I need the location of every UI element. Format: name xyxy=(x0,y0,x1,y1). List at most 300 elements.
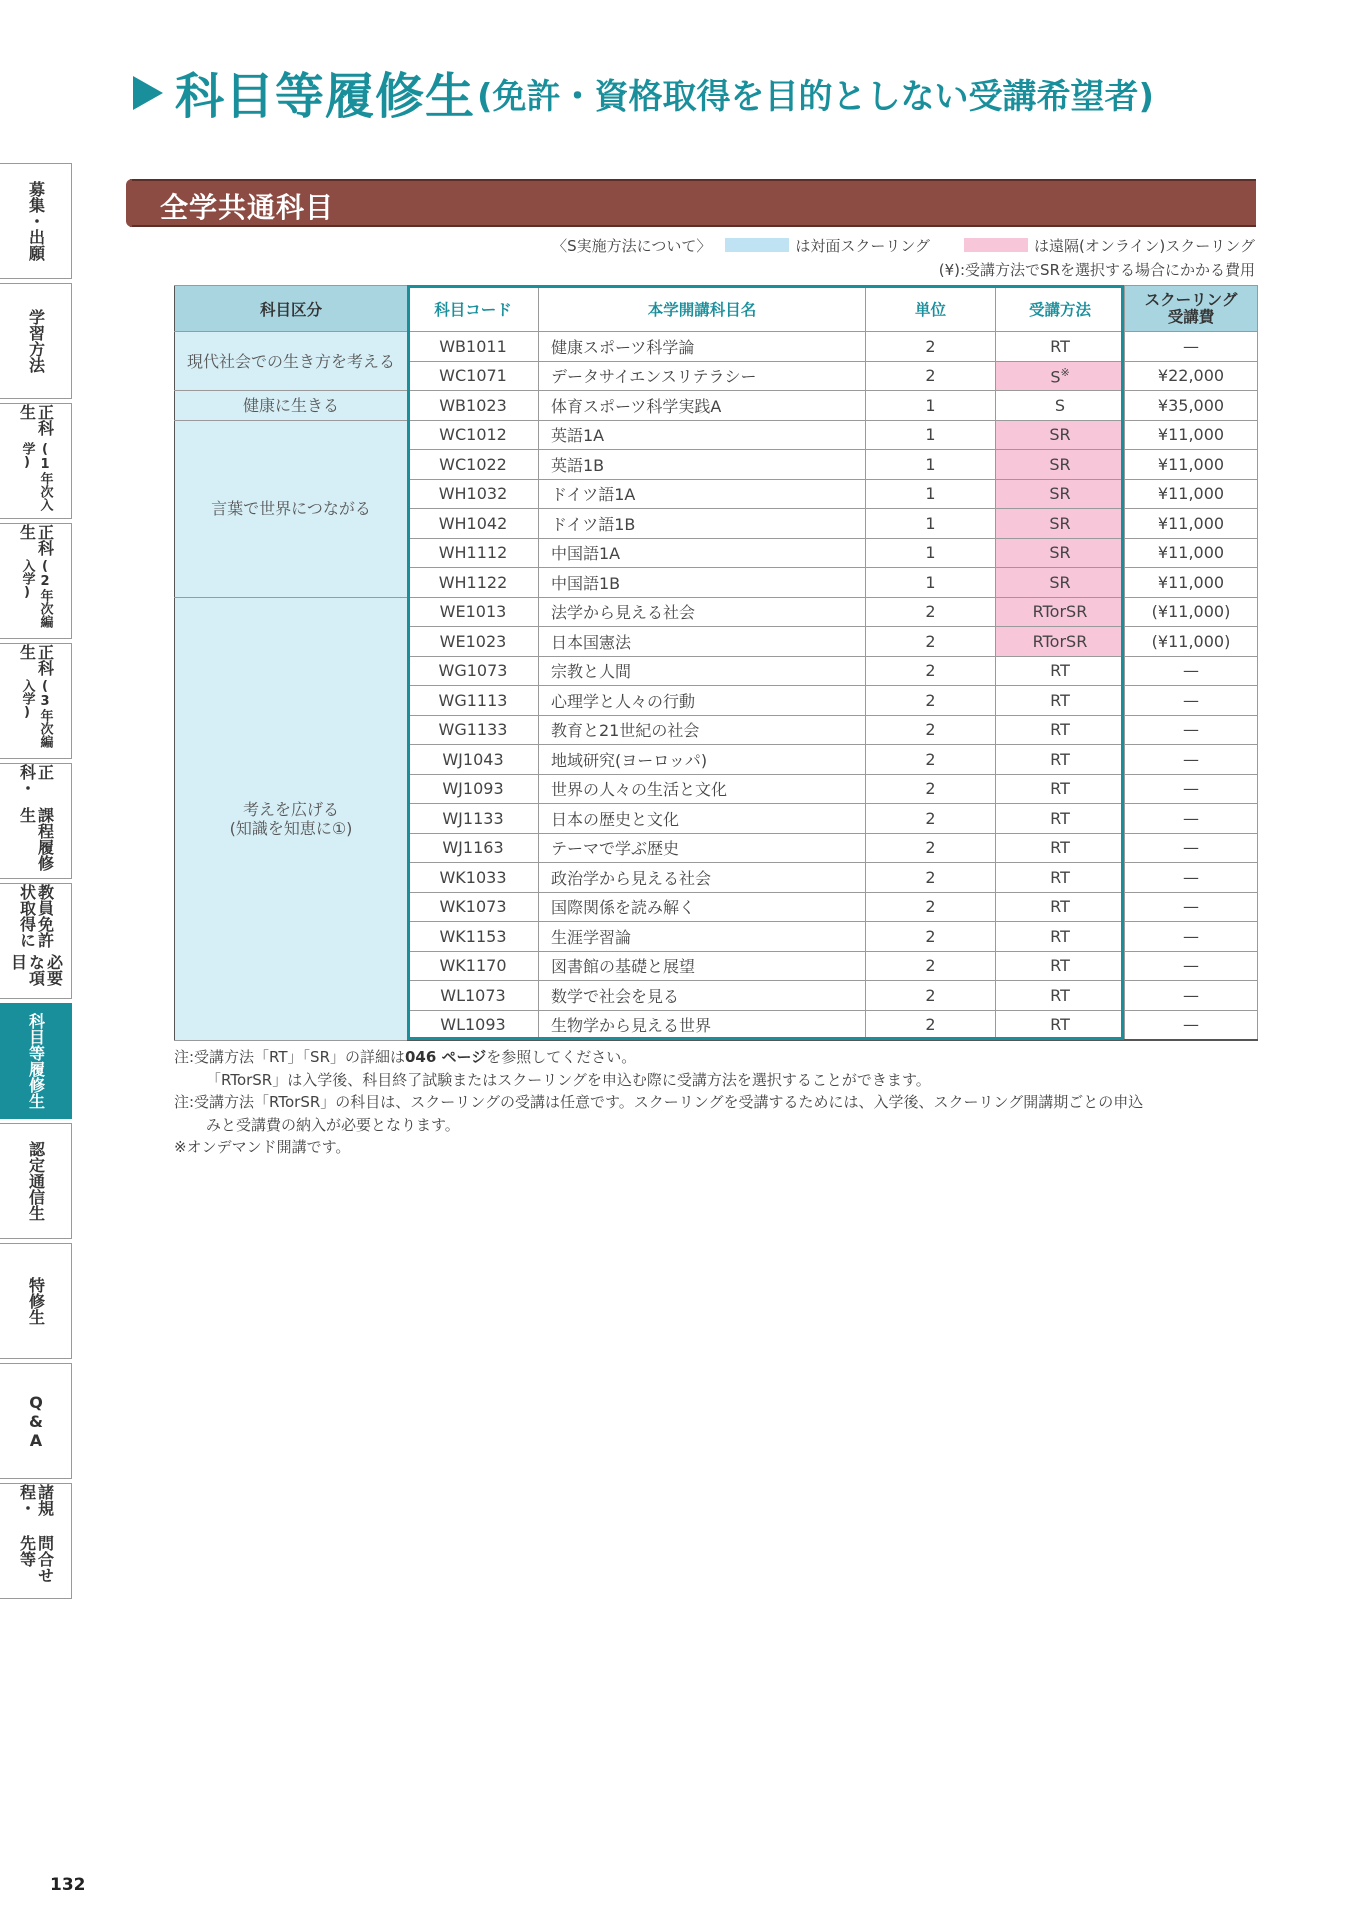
fee-cell-text: — xyxy=(1183,336,1199,356)
course-code-cell xyxy=(408,361,539,391)
units-cell-text: 2 xyxy=(925,897,936,917)
method-cell xyxy=(996,450,1125,480)
method-cell-text: RT xyxy=(1050,661,1070,681)
units-cell xyxy=(866,391,996,421)
side-tab[interactable] xyxy=(0,1363,72,1479)
side-tab[interactable] xyxy=(0,1483,72,1599)
units-cell xyxy=(866,833,996,863)
course-name-cell-text: 国際関係を読み解く xyxy=(551,898,696,918)
course-code-cell-text: WC1012 xyxy=(439,425,507,445)
fee-cell-text: — xyxy=(1183,661,1199,681)
course-code-cell xyxy=(408,981,539,1011)
units-cell xyxy=(866,715,996,745)
course-name-cell xyxy=(539,804,866,834)
side-tab-label: 募集・出願 xyxy=(26,181,46,261)
side-tab-nav xyxy=(0,163,73,1603)
units-cell-text: 2 xyxy=(925,720,936,740)
course-code-cell xyxy=(408,804,539,834)
table-row xyxy=(175,332,1258,362)
course-name-cell-text: 体育スポーツ科学実践A xyxy=(551,396,722,416)
course-name-cell-text: 中国語1B xyxy=(551,573,621,593)
units-cell-text: 2 xyxy=(925,956,936,976)
course-code-cell xyxy=(408,951,539,981)
course-name-cell xyxy=(539,774,866,804)
course-code-cell xyxy=(408,420,539,450)
fee-cell-text: — xyxy=(1183,867,1199,887)
side-tab-label: 正科・ xyxy=(17,764,55,796)
course-code-cell-text: WL1093 xyxy=(440,1015,506,1035)
course-table-wrapper xyxy=(174,285,1257,1041)
side-tab[interactable] xyxy=(0,1243,72,1359)
course-name-cell-text: ドイツ語1A xyxy=(551,485,636,505)
method-cell xyxy=(996,951,1125,981)
course-code-cell xyxy=(408,922,539,952)
category-label: 現代社会での生き方を考える xyxy=(186,351,395,371)
units-cell xyxy=(866,656,996,686)
course-code-cell-text: WE1023 xyxy=(439,631,507,651)
method-cell-text: RT xyxy=(1050,1015,1070,1035)
course-name-cell-text: 法学から見える社会 xyxy=(551,603,696,623)
fee-cell-text: — xyxy=(1183,720,1199,740)
header-fee-line1: スクーリング xyxy=(1144,290,1238,309)
method-cell xyxy=(996,804,1125,834)
fee-cell-text: — xyxy=(1183,926,1199,946)
fee-cell-text: ¥11,000 xyxy=(1157,484,1225,504)
method-cell-text: RT xyxy=(1050,779,1070,799)
method-cell-text: S xyxy=(1050,366,1061,386)
course-code-cell-text: WH1122 xyxy=(438,572,508,592)
course-name-cell-text: 地域研究(ヨーロッパ) xyxy=(551,750,708,770)
side-tab-label: Q&A xyxy=(26,1392,46,1450)
fee-cell-text: — xyxy=(1183,1015,1199,1035)
units-cell xyxy=(866,863,996,893)
units-cell-text: 2 xyxy=(925,690,936,710)
notes xyxy=(174,1046,1264,1159)
units-cell xyxy=(866,951,996,981)
fee-cell xyxy=(1125,656,1258,686)
method-cell xyxy=(996,479,1125,509)
units-cell-text: 2 xyxy=(925,336,936,356)
side-tab-label: 諸規程・ xyxy=(17,1484,55,1516)
fee-cell xyxy=(1125,1010,1258,1040)
fee-cell-text: ¥11,000 xyxy=(1157,513,1225,533)
method-cell-text: RT xyxy=(1050,838,1070,858)
side-tab-label: 学習方法 xyxy=(26,309,46,373)
course-code-cell-text: WK1033 xyxy=(439,867,507,887)
legend-fee-note: (¥):受講方法でSRを選択する場合にかかる費用 xyxy=(938,261,1255,279)
method-cell-text: RT xyxy=(1050,956,1070,976)
method-cell xyxy=(996,656,1125,686)
units-cell xyxy=(866,479,996,509)
note-5: ※オンデマンド開講です。 xyxy=(174,1138,351,1156)
course-name-cell xyxy=(539,922,866,952)
course-name-cell xyxy=(539,863,866,893)
course-name-cell-text: 英語1B xyxy=(551,455,605,475)
fee-cell xyxy=(1125,981,1258,1011)
course-name-cell xyxy=(539,951,866,981)
fee-cell xyxy=(1125,568,1258,598)
units-cell xyxy=(866,538,996,568)
course-name-cell-text: 教育と21世紀の社会 xyxy=(551,721,700,741)
table-row xyxy=(175,420,1258,450)
units-cell xyxy=(866,361,996,391)
header-fee xyxy=(1125,286,1258,332)
course-name-cell-text: 宗教と人間 xyxy=(551,662,632,682)
units-cell xyxy=(866,686,996,716)
course-code-cell-text: WJ1043 xyxy=(442,749,504,769)
page-title xyxy=(133,58,1154,128)
method-cell-text: RT xyxy=(1050,720,1070,740)
method-cell xyxy=(996,1010,1125,1040)
side-tab-label: 認定通信生 xyxy=(26,1141,46,1221)
fee-cell xyxy=(1125,715,1258,745)
units-cell-text: 2 xyxy=(925,926,936,946)
course-name-cell xyxy=(539,361,866,391)
course-code-cell xyxy=(408,597,539,627)
fee-cell-text: ¥11,000 xyxy=(1157,572,1225,592)
method-cell xyxy=(996,332,1125,362)
method-cell-text: RT xyxy=(1050,808,1070,828)
method-cell xyxy=(996,420,1125,450)
category-label: 健康に生きる xyxy=(242,395,339,415)
side-tab-sublabel: (3年次編入学) xyxy=(19,678,53,748)
course-code-cell xyxy=(408,332,539,362)
course-code-cell-text: WJ1163 xyxy=(442,838,504,858)
fee-cell xyxy=(1125,332,1258,362)
units-cell-text: 1 xyxy=(925,543,936,563)
header-method: 受講方法 xyxy=(996,286,1125,332)
note-1-text-a: 注:受講方法「RT」「SR」の詳細は xyxy=(174,1048,405,1066)
note-2: 「RTorSR」は入学後、科目終了試験またはスクーリングを申込む際に受講方法を選択することができます。 xyxy=(206,1070,931,1089)
category-label: 考えを広げる xyxy=(242,799,339,819)
course-name-cell-text: 日本国憲法 xyxy=(551,632,632,652)
fee-cell-text: — xyxy=(1183,808,1199,828)
units-cell xyxy=(866,981,996,1011)
course-code-cell-text: WC1022 xyxy=(439,454,507,474)
course-name-cell-text: 健康スポーツ科学論 xyxy=(551,337,695,357)
course-name-cell-text: 英語1A xyxy=(551,426,605,446)
side-tab[interactable] xyxy=(0,1003,72,1119)
legend-blue-swatch xyxy=(725,238,789,252)
units-cell-text: 1 xyxy=(925,513,936,533)
fee-cell-text: — xyxy=(1183,779,1199,799)
course-name-cell-text: 日本の歴史と文化 xyxy=(551,809,680,829)
course-code-cell xyxy=(408,479,539,509)
units-cell xyxy=(866,420,996,450)
fee-cell xyxy=(1125,450,1258,480)
course-name-cell-text: 生涯学習論 xyxy=(551,927,632,947)
category-cell xyxy=(175,597,408,1040)
units-cell-text: 2 xyxy=(925,808,936,828)
fee-cell-text: ¥11,000 xyxy=(1157,425,1225,445)
units-cell xyxy=(866,774,996,804)
course-name-cell xyxy=(539,597,866,627)
section-header-label: 全学共通科目 xyxy=(160,191,335,224)
course-name-cell-text: 中国語1A xyxy=(551,544,621,564)
fee-cell xyxy=(1125,774,1258,804)
table-header-row xyxy=(175,286,1258,332)
title-arrow-icon xyxy=(133,76,163,110)
note-1-text-b: を参照してください。 xyxy=(486,1048,637,1066)
course-code-cell xyxy=(408,686,539,716)
side-tab-label: 教員免許状取得に xyxy=(17,884,55,948)
method-cell-text: SR xyxy=(1049,572,1071,592)
side-tab-sublabel: 履修生 xyxy=(26,1061,46,1109)
course-code-cell-text: WL1073 xyxy=(440,985,506,1005)
method-cell-text: SR xyxy=(1049,513,1071,533)
method-cell xyxy=(996,391,1125,421)
course-code-cell xyxy=(408,1010,539,1040)
course-name-cell-text: 心理学と人々の行動 xyxy=(551,691,696,711)
side-tab-label: 正科生 xyxy=(17,644,55,676)
table-row xyxy=(175,597,1258,627)
fee-cell xyxy=(1125,686,1258,716)
side-tab-label: 科目等 xyxy=(26,1013,46,1061)
course-name-cell-text: 世界の人々の生活と文化 xyxy=(551,780,728,800)
method-cell-text: SR xyxy=(1049,543,1071,563)
side-tab[interactable] xyxy=(0,163,72,279)
method-cell xyxy=(996,568,1125,598)
units-cell-text: 1 xyxy=(925,425,936,445)
course-code-cell xyxy=(408,892,539,922)
units-cell-text: 2 xyxy=(925,661,936,681)
course-code-cell-text: WE1013 xyxy=(439,602,507,622)
method-cell xyxy=(996,745,1125,775)
category-cell xyxy=(175,332,408,391)
units-cell xyxy=(866,450,996,480)
units-cell xyxy=(866,892,996,922)
fee-cell xyxy=(1125,627,1258,657)
method-cell xyxy=(996,922,1125,952)
course-code-cell-text: WB1023 xyxy=(439,395,507,415)
course-code-cell xyxy=(408,538,539,568)
course-name-cell xyxy=(539,745,866,775)
course-table xyxy=(174,285,1258,1041)
note-3: 注:受講方法「RTorSR」の科目は、スクーリングの受講は任意です。スクーリングを受講するためには、入学後、スクーリング開講期ごとの申込 xyxy=(174,1093,1144,1111)
note-1 xyxy=(174,1046,1264,1069)
course-code-cell-text: WJ1133 xyxy=(442,808,504,828)
note-4: みと受講費の納入が必要となります。 xyxy=(206,1115,460,1134)
course-name-cell xyxy=(539,450,866,480)
side-tab-label: 正科生 xyxy=(17,404,55,436)
units-cell-text: 2 xyxy=(925,602,936,622)
fee-cell-text: — xyxy=(1183,897,1199,917)
units-cell-text: 2 xyxy=(925,1015,936,1035)
method-cell-text: RT xyxy=(1050,336,1070,356)
method-cell xyxy=(996,833,1125,863)
units-cell xyxy=(866,509,996,539)
units-cell xyxy=(866,922,996,952)
fee-cell-text: — xyxy=(1183,956,1199,976)
units-cell-text: 1 xyxy=(925,395,936,415)
method-cell xyxy=(996,981,1125,1011)
method-cell xyxy=(996,509,1125,539)
side-tab[interactable] xyxy=(0,1123,72,1239)
legend-blue-label: は対面スクーリング xyxy=(795,236,931,255)
header-code: 科目コード xyxy=(408,286,539,332)
side-tab[interactable] xyxy=(0,523,72,639)
units-cell-text: 1 xyxy=(925,572,936,592)
method-cell xyxy=(996,715,1125,745)
side-tab-label: 特修生 xyxy=(26,1277,46,1325)
method-cell xyxy=(996,597,1125,627)
course-code-cell-text: WJ1093 xyxy=(442,779,504,799)
course-code-cell xyxy=(408,833,539,863)
method-cell-text: SR xyxy=(1049,425,1071,445)
method-cell-text: RT xyxy=(1050,867,1070,887)
course-name-cell xyxy=(539,981,866,1011)
course-name-cell xyxy=(539,1010,866,1040)
fee-cell xyxy=(1125,509,1258,539)
course-name-cell xyxy=(539,509,866,539)
course-code-cell-text: WG1133 xyxy=(438,720,508,740)
side-tab-sublabel: 課程履修生 xyxy=(17,806,55,871)
units-cell xyxy=(866,597,996,627)
course-name-cell xyxy=(539,892,866,922)
course-name-cell-text: 数学で社会を見る xyxy=(551,986,680,1006)
method-cell-text: SR xyxy=(1049,454,1071,474)
side-tab-label: 正科生 xyxy=(17,524,55,556)
course-name-cell-text: テーマで学ぶ歴史 xyxy=(551,839,680,859)
course-code-cell xyxy=(408,745,539,775)
method-cell-text: SR xyxy=(1049,484,1071,504)
method-cell xyxy=(996,774,1125,804)
course-code-cell-text: WB1011 xyxy=(439,336,507,356)
course-code-cell-text: WH1032 xyxy=(438,484,508,504)
method-cell xyxy=(996,538,1125,568)
fee-cell-text: — xyxy=(1183,838,1199,858)
fee-cell xyxy=(1125,597,1258,627)
course-code-cell-text: WH1112 xyxy=(438,543,508,563)
units-cell-text: 2 xyxy=(925,838,936,858)
fee-cell-text: (¥11,000) xyxy=(1151,602,1231,622)
method-cell xyxy=(996,361,1125,391)
method-cell xyxy=(996,627,1125,657)
units-cell xyxy=(866,804,996,834)
side-tab[interactable] xyxy=(0,403,72,519)
side-tab-sublabel: 必要な項目 xyxy=(8,954,64,987)
units-cell xyxy=(866,332,996,362)
course-name-cell-text: 図書館の基礎と展望 xyxy=(551,957,696,977)
page-number: 132 xyxy=(50,1875,86,1895)
method-cell-text: RT xyxy=(1050,749,1070,769)
course-code-cell xyxy=(408,656,539,686)
units-cell-text: 1 xyxy=(925,454,936,474)
course-name-cell xyxy=(539,420,866,450)
fee-cell xyxy=(1125,951,1258,981)
course-code-cell xyxy=(408,509,539,539)
method-cell-text: RTorSR xyxy=(1032,631,1088,651)
course-code-cell-text: WH1042 xyxy=(438,513,508,533)
side-tab[interactable] xyxy=(0,283,72,399)
units-cell xyxy=(866,568,996,598)
fee-cell xyxy=(1125,745,1258,775)
category-cell xyxy=(175,420,408,597)
course-code-cell-text: WK1170 xyxy=(439,956,507,976)
course-name-cell-text: 政治学から見える社会 xyxy=(551,868,712,888)
course-code-cell-text: WK1153 xyxy=(439,926,507,946)
side-tab[interactable] xyxy=(0,643,72,759)
course-name-cell xyxy=(539,332,866,362)
method-cell-text: RT xyxy=(1050,985,1070,1005)
ondemand-mark: ※ xyxy=(1060,365,1070,379)
course-code-cell xyxy=(408,627,539,657)
course-name-cell xyxy=(539,538,866,568)
fee-cell xyxy=(1125,538,1258,568)
course-name-cell xyxy=(539,715,866,745)
course-name-cell xyxy=(539,479,866,509)
legend xyxy=(552,235,1255,255)
course-name-cell-text: ドイツ語1B xyxy=(551,514,636,534)
side-tab-sublabel: (1年次入学) xyxy=(19,441,53,511)
units-cell-text: 2 xyxy=(925,749,936,769)
page-title-sub: (免許・資格取得を目的としない受講希望者) xyxy=(477,76,1155,117)
units-cell xyxy=(866,627,996,657)
header-units: 単位 xyxy=(866,286,996,332)
units-cell-text: 1 xyxy=(925,484,936,504)
legend-pink-label: は遠隔(オンライン)スクーリング xyxy=(1034,236,1255,255)
header-fee-line2: 受講費 xyxy=(1167,307,1215,326)
fee-cell-text: ¥22,000 xyxy=(1157,366,1225,386)
method-cell-text: S xyxy=(1054,395,1066,415)
course-code-cell xyxy=(408,568,539,598)
course-name-cell xyxy=(539,686,866,716)
side-tab-sublabel: (2年次編入学) xyxy=(19,558,53,628)
fee-cell-text: ¥11,000 xyxy=(1157,543,1225,563)
course-name-cell-text: 生物学から見える世界 xyxy=(551,1016,712,1036)
fee-cell-text: — xyxy=(1183,985,1199,1005)
course-code-cell xyxy=(408,774,539,804)
side-tab[interactable] xyxy=(0,763,72,879)
course-name-cell xyxy=(539,391,866,421)
course-code-cell-text: WK1073 xyxy=(439,897,507,917)
side-tab[interactable] xyxy=(0,883,72,999)
units-cell xyxy=(866,1010,996,1040)
category-label: (知識を知恵に①) xyxy=(229,818,353,838)
units-cell xyxy=(866,745,996,775)
course-name-cell-text: データサイエンスリテラシー xyxy=(551,367,757,387)
method-cell-text: RT xyxy=(1050,926,1070,946)
table-row xyxy=(175,391,1258,421)
fee-cell-text: — xyxy=(1183,690,1199,710)
fee-cell xyxy=(1125,361,1258,391)
legend-pink-swatch xyxy=(964,238,1028,252)
fee-cell-text: (¥11,000) xyxy=(1151,631,1231,651)
course-code-cell xyxy=(408,450,539,480)
course-name-cell xyxy=(539,656,866,686)
method-cell-text: RTorSR xyxy=(1032,602,1088,622)
category-label: 言葉で世界につながる xyxy=(211,499,371,518)
fee-cell-text: ¥11,000 xyxy=(1157,454,1225,474)
course-code-cell-text: WG1113 xyxy=(438,690,508,710)
fee-cell xyxy=(1125,804,1258,834)
note-1-page-ref: 046 ページ xyxy=(405,1048,487,1066)
method-cell-text: RT xyxy=(1050,897,1070,917)
units-cell-text: 2 xyxy=(925,867,936,887)
method-cell xyxy=(996,863,1125,893)
units-cell-text: 2 xyxy=(925,631,936,651)
fee-cell xyxy=(1125,479,1258,509)
course-name-cell xyxy=(539,833,866,863)
course-code-cell xyxy=(408,863,539,893)
legend-heading: 〈S実施方法について〉 xyxy=(552,236,712,255)
header-category: 科目区分 xyxy=(175,286,408,332)
section-header xyxy=(130,179,1256,227)
page-title-main: 科目等履修生 xyxy=(175,68,476,125)
course-code-cell-text: WG1073 xyxy=(438,661,508,681)
method-cell xyxy=(996,892,1125,922)
fee-cell xyxy=(1125,833,1258,863)
